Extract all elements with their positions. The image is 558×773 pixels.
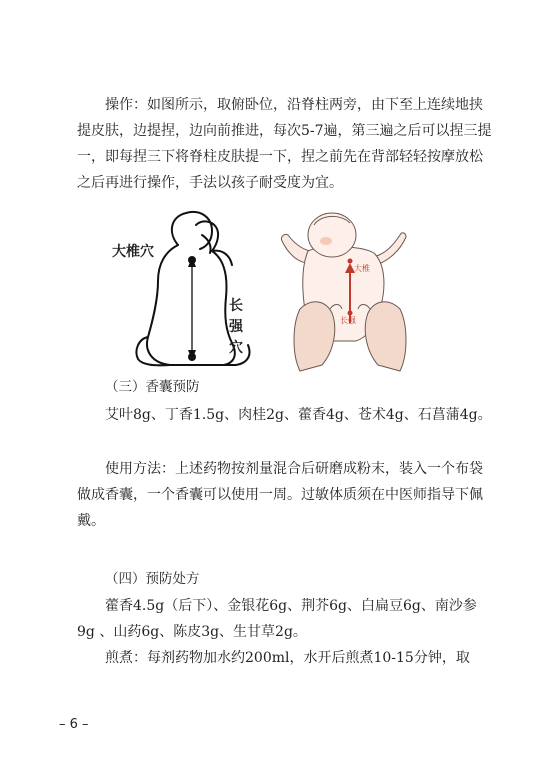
changqiang-label [229, 296, 243, 359]
page-number: – 6 – [59, 717, 89, 732]
section-4-ingredients: 藿香4.5g（后下）、金银花6g、荆芥6g、白扁豆6g、南沙参9g 、山药6g、陈皮3g、生甘草2g。 [77, 598, 477, 640]
section-3-usage: 使用方法：上述药物按剂量混合后研磨成粉末，装入一个布袋做成香囊，一个香囊可以使用一周。过敏体质须在中医师指导下佩戴。 [77, 461, 483, 529]
changqiang-char-2: 强 [229, 319, 243, 335]
section-4-decoction: 煎煮：每剂药物加水约200ml，水开后煎煮10-15分钟，取 [105, 650, 470, 666]
baby-illustration [260, 205, 432, 375]
changqiang-tag: 长强 [340, 316, 356, 325]
dazhui-tag: 大椎 [354, 264, 370, 273]
dazhui-label: 大椎穴 [112, 244, 154, 260]
section-4-heading: （四）预防处方 [105, 571, 200, 587]
changqiang-char-1: 长 [229, 298, 243, 314]
section-3-ingredients: 艾叶8g、丁香1.5g、肉桂2g、藿香4g、苍术4g、石菖蒲4g。 [105, 407, 492, 423]
operation-paragraph: 操作：如图所示，取俯卧位，沿脊柱两旁，由下至上连续地挟提皮肤，边提捏，边向前推进，每次5-7遍，第三遍之后可以捏三提一，即每捏三下将脊柱皮肤提一下，捏之前先在背部轻轻按摩放松之后再进行操作，手法以孩子耐受度为宜。 [77, 97, 492, 191]
changqiang-char-3: 穴 [229, 340, 243, 356]
section-3-heading: （三）香囊预防 [105, 379, 200, 395]
